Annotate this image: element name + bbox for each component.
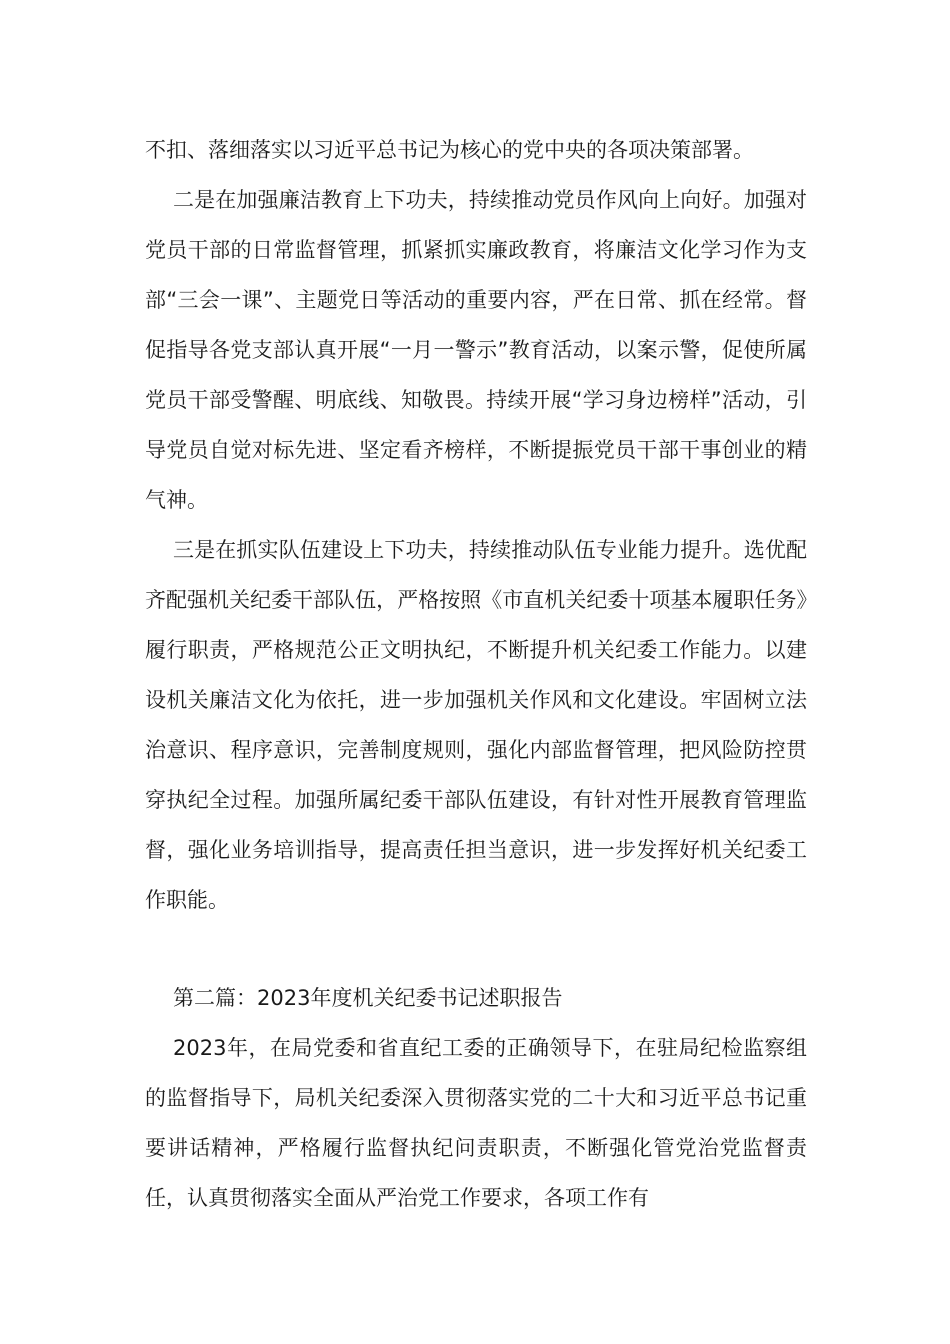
paragraph-team-building: 三是在抓实队伍建设上下功夫，持续推动队伍专业能力提升。选优配齐配强机关纪委干部队伍，严格按照《市直机关纪委十项基本履职任务》履行职责，严格规范公正文明执纪，不断提升机关纪委工作能力。以建设机关廉洁文化为依托，进一步加强机关作风和文化建设。牢固树立法治意识、程序意识，完善制度规则，强化内部监督管理，把风险防控贯穿执纪全过程。加强所属纪委干部队伍建设，有针对性开展教育管理监督，强化业务培训指导，提高责任担当意识，进一步发挥好机关纪委工作职能。 bbox=[145, 538, 807, 912]
paragraph-continuation: 不扣、落细落实以习近平总书记为核心的党中央的各项决策部署。 bbox=[145, 138, 754, 162]
paragraph-integrity-education: 二是在加强廉洁教育上下功夫，持续推动党员作风向上向好。加强对党员干部的日常监督管理，抓紧抓实廉政教育，将廉洁文化学习作为支部“三会一课”、主题党日等活动的重要内容，严在日常、抓在经常。督促指导各党支部认真开展“一月一警示”教育活动，以案示警，促使所属党员干部受警醒、明底线、知敬畏。持续开展“学习身边榜样”活动，引导党员自觉对标先进、坚定看齐榜样，不断提振党员干部干事创业的精气神。 bbox=[145, 188, 807, 512]
document-page bbox=[145, 125, 807, 1223]
section-heading: 第二篇：2023年度机关纪委书记述职报告 bbox=[173, 986, 563, 1010]
paragraph-section-intro: 2023年，在局党委和省直纪工委的正确领导下，在驻局纪检监察组的监督指导下，局机关纪委深入贯彻落实党的二十大和习近平总书记重要讲话精神，严格履行监督执纪问责职责，不断强化管党治党监督责任，认真贯彻落实全面从严治党工作要求，各项工作有 bbox=[145, 1036, 807, 1210]
